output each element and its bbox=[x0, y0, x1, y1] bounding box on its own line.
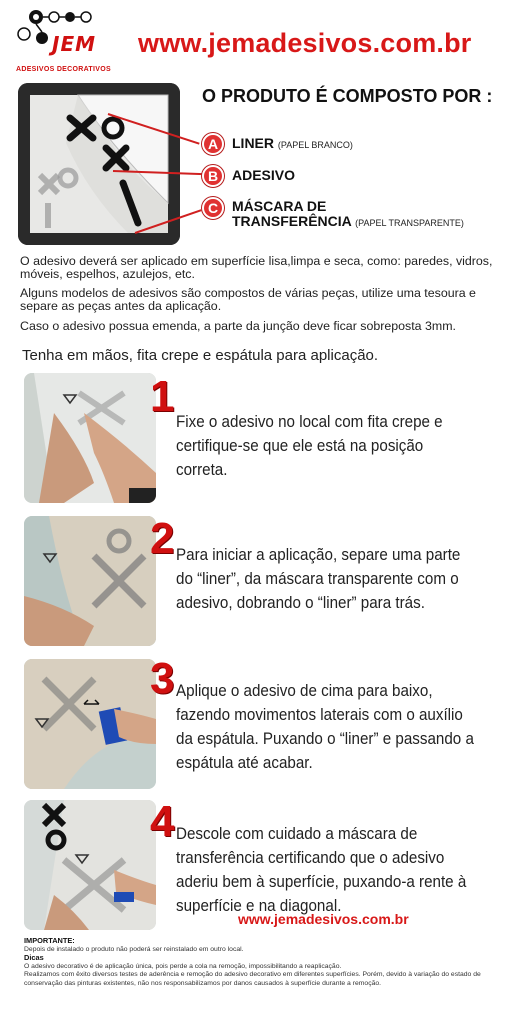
site-url-header[interactable]: www.jemadesivos.com.br bbox=[138, 28, 472, 58]
info-paragraph-surface: O adesivo deverá ser aplicado em superfície lisa,limpa e seca, como: paredes, vidros, móveis, espelhos, azulejos, etc. bbox=[20, 254, 493, 281]
mascara-label-line1: MÁSCARA DE bbox=[232, 198, 327, 214]
tips-heading: Dicas bbox=[24, 953, 44, 963]
step-4-number: 4 bbox=[150, 797, 175, 846]
tips-text-2: Realizamos com êxito diversos testes de aderência e remoção do adesivo decorativo em diferentes superfícies. Porém, devido à variação do estado de conservação das pinturas existentes, não nos responsabilizamos por danos causados à superfície durante a remoção. bbox=[24, 971, 481, 987]
composition-item-liner bbox=[202, 133, 353, 155]
step-2-text: Para iniciar a aplicação, separe uma parte do “liner”, da máscara transparente com o adesivo, dobrando o “liner” para trás. bbox=[176, 546, 461, 612]
composition-item-mascara bbox=[202, 197, 464, 231]
step-1-text: Fixe o adesivo no local com fita crepe e certifique-se que ele está na posição correta. bbox=[176, 413, 443, 479]
site-url-footer[interactable]: www.jemadesivos.com.br bbox=[238, 911, 409, 927]
tips-text-1: O adesivo decorativo é de aplicação única, pois perde a cola na remoção, impossibilitando a reaplicação. bbox=[24, 962, 342, 970]
info-paragraph-seam: Caso o adesivo possua emenda, a parte da junção deve ficar sobreposta 3mm. bbox=[20, 319, 456, 333]
important-heading: IMPORTANTE: bbox=[24, 936, 75, 945]
composition-item-adesivo bbox=[202, 165, 295, 187]
adesivo-label: ADESIVO bbox=[232, 167, 296, 183]
liner-label: LINER bbox=[232, 135, 274, 151]
tools-tip: Tenha em mãos, fita crepe e espátula para aplicação. bbox=[22, 347, 379, 364]
logo-tagline: ADESIVOS DECORATIVOS bbox=[16, 66, 111, 73]
logo-brand: JEM bbox=[52, 32, 97, 56]
step-4-photo bbox=[24, 800, 156, 930]
step-2-photo bbox=[24, 516, 156, 646]
badge-b: B bbox=[202, 165, 224, 187]
step-3-text: Aplique o adesivo de cima para baixo, fazendo movimentos laterais com o auxílio da espátula. Puxando o “liner” e passando a espátula até acabar. bbox=[176, 682, 474, 772]
step-3-number: 3 bbox=[150, 654, 175, 703]
step-1-number: 1 bbox=[150, 372, 175, 421]
badge-c: C bbox=[202, 197, 224, 219]
info-paragraph-pieces: Alguns modelos de adesivos são compostos de várias peças, utilize uma tesoura e separe as peças antes da aplicação. bbox=[20, 286, 476, 313]
composition-title: O PRODUTO É COMPOSTO POR : bbox=[202, 86, 493, 106]
badge-a: A bbox=[202, 133, 224, 155]
mascara-note: (PAPEL TRANSPARENTE) bbox=[355, 218, 464, 228]
step-4-text: Descole com cuidado a máscara de transferência certificando que o adesivo aderiu bem à superfície, puxando-a rente à superfície e na diagonal. bbox=[176, 825, 467, 915]
step-2-number: 2 bbox=[150, 514, 175, 563]
important-text: Depois de instalado o produto não poderá ser reinstalado em outro local. bbox=[24, 945, 244, 953]
brand-logo bbox=[14, 8, 114, 78]
step-3-photo bbox=[24, 659, 156, 789]
step-1-photo bbox=[24, 373, 156, 503]
liner-note: (PAPEL BRANCO) bbox=[277, 140, 353, 150]
product-photo bbox=[18, 83, 180, 245]
footer-notes bbox=[24, 937, 504, 989]
mascara-label-line2: TRANSFERÊNCIA bbox=[232, 213, 352, 229]
product-illustration bbox=[18, 83, 180, 245]
